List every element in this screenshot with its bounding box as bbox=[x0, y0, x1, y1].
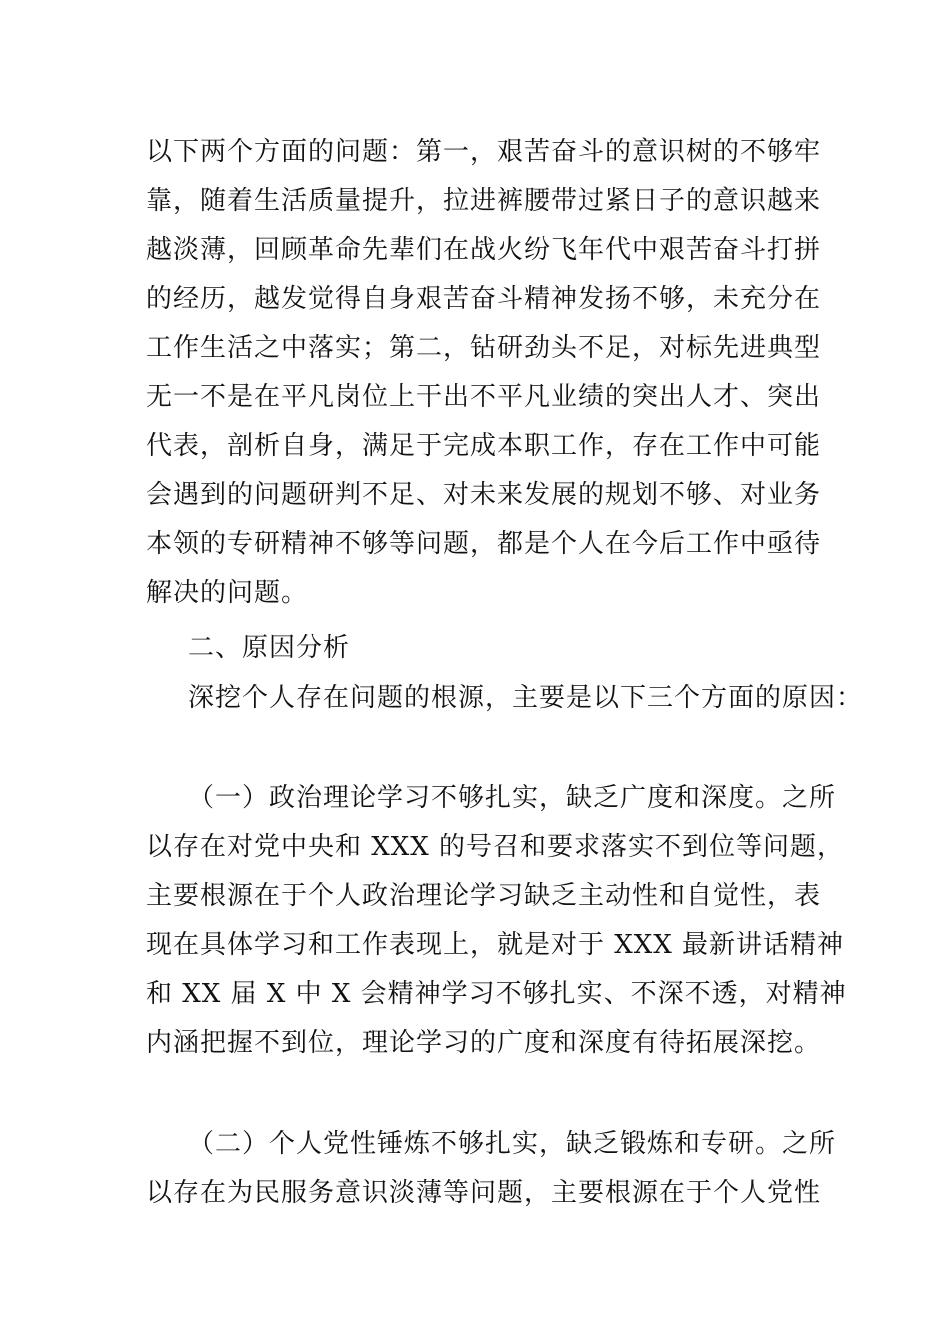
section-heading-text: 二、原因分析 bbox=[188, 633, 351, 663]
text-line: 工作生活之中落实；第二，钻研劲头不足，对标先进典型 bbox=[146, 333, 822, 363]
text-line: 会遇到的问题研判不足、对未来发展的规划不够、对业务 bbox=[146, 480, 822, 510]
text-line: 内涵把握不到位，理论学习的广度和深度有待拓展深挖。 bbox=[146, 1028, 822, 1058]
text-line: （一）政治理论学习不够扎实，缺乏广度和深度。之所 bbox=[188, 783, 837, 813]
paragraph-reason-1 bbox=[146, 774, 847, 1068]
paragraph-problems-continued bbox=[146, 128, 822, 618]
text-line: 本领的专研精神不够等问题，都是个人在今后工作中亟待 bbox=[146, 529, 822, 559]
text-line: 解决的问题。 bbox=[146, 578, 309, 608]
text-line: 靠，随着生活质量提升，拉进裤腰带过紧日子的意识越来 bbox=[146, 186, 822, 216]
section-heading bbox=[146, 624, 810, 673]
text-line: 深挖个人存在问题的根源，主要是以下三个方面的原因： bbox=[188, 683, 864, 713]
paragraph-reason-2 bbox=[146, 1120, 837, 1218]
text-line: 以存在对党中央和 XXX 的号召和要求落实不到位等问题， bbox=[146, 832, 845, 862]
text-line: 以存在为民服务意识淡薄等问题，主要根源在于个人党性 bbox=[146, 1178, 822, 1208]
text-line: 的经历，越发觉得自身艰苦奋斗精神发扬不够，未充分在 bbox=[146, 284, 822, 314]
text-line: 以下两个方面的问题：第一，艰苦奋斗的意识树的不够牢 bbox=[146, 137, 822, 167]
text-line: （二）个人党性锤炼不够扎实，缺乏锻炼和专研。之所 bbox=[188, 1129, 837, 1159]
text-line: 无一不是在平凡岗位上干出不平凡业绩的突出人才、突出 bbox=[146, 382, 822, 412]
paragraph-intro bbox=[146, 674, 864, 723]
text-line: 越淡薄，回顾革命先辈们在战火纷飞年代中艰苦奋斗打拼 bbox=[146, 235, 822, 265]
text-line: 和 XX 届 X 中 X 会精神学习不够扎实、不深不透，对精神 bbox=[146, 979, 847, 1009]
text-line: 主要根源在于个人政治理论学习缺乏主动性和自觉性，表 bbox=[146, 881, 822, 911]
text-line: 代表，剖析自身，满足于完成本职工作，存在工作中可能 bbox=[146, 431, 822, 461]
text-line: 现在具体学习和工作表现上，就是对于 XXX 最新讲话精神 bbox=[146, 930, 845, 960]
